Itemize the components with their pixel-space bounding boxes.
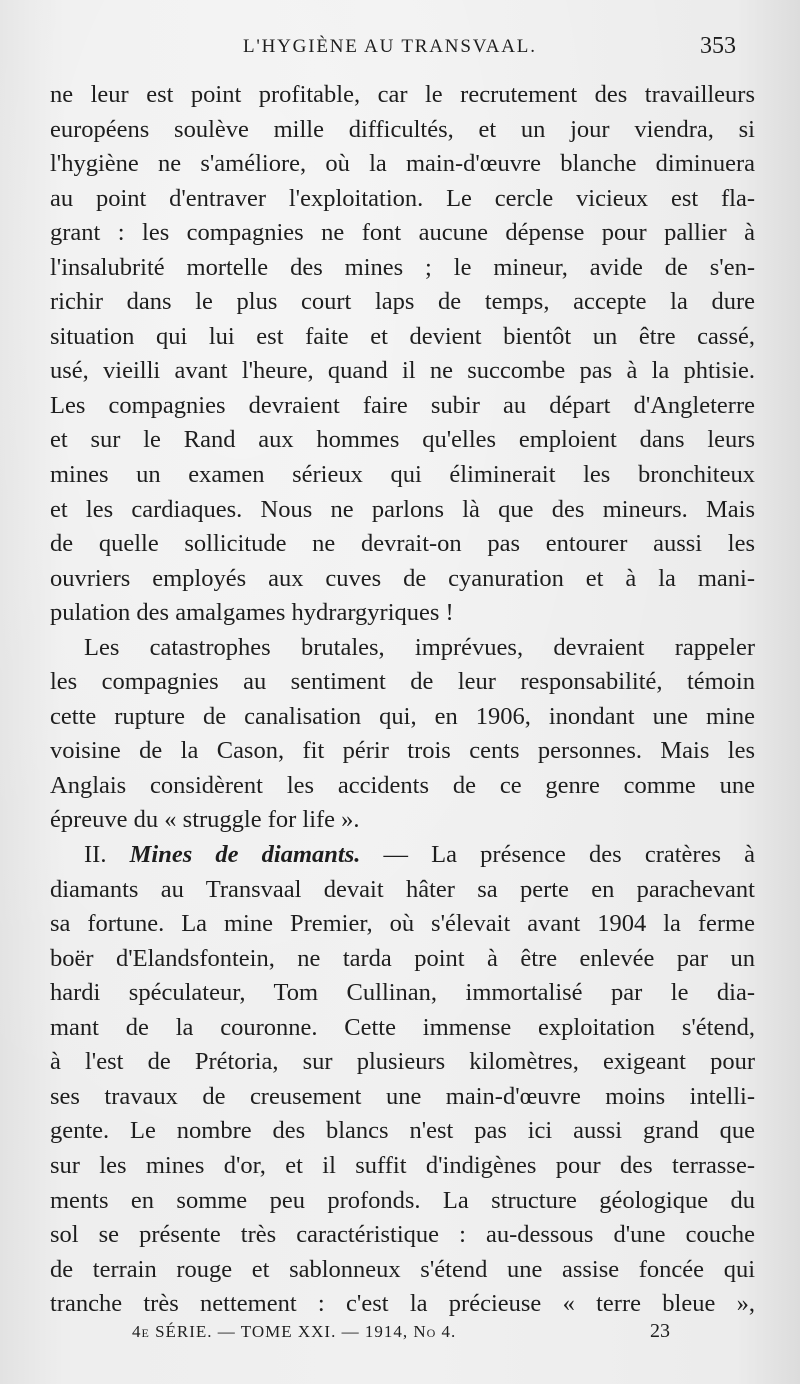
text-line: boër d'Elandsfontein, ne tarda point à être enlevée par un xyxy=(50,944,755,972)
text-line: l'insalubrité mortelle des mines ; le mineur, avide de s'en- xyxy=(50,253,755,281)
page-header xyxy=(0,33,800,66)
text-line: sa fortune. La mine Premier, où s'élevait avant 1904 la ferme xyxy=(50,910,755,938)
text-line: situation qui lui est faite et devient bientôt un être cassé, xyxy=(50,322,755,350)
page-number: 353 xyxy=(700,33,736,59)
text-line: les compagnies au sentiment de leur responsabilité, témoin xyxy=(50,668,755,696)
text-line: mines un examen sérieux qui éliminerait les bronchiteux xyxy=(50,461,755,489)
series-info: 4e SÉRIE. — TOME XXI. — 1914, No 4. xyxy=(132,1322,457,1341)
text-line: ments en somme peu profonds. La structure géologique du xyxy=(50,1186,755,1214)
page-footer xyxy=(0,1322,800,1352)
text-line: usé, vieilli avant l'heure, quand il ne succombe pas à la phtisie. xyxy=(50,357,755,385)
text-line: diamants au Transvaal devait hâter sa perte en parachevant xyxy=(50,875,755,903)
text-line: cette rupture de canalisation qui, en 1906, inondant une mine xyxy=(50,702,755,730)
body-text xyxy=(50,78,755,1322)
text-line: gente. Le nombre des blancs n'est pas ici aussi grand que xyxy=(50,1117,755,1145)
section-line-text: — La présence des cratères à xyxy=(383,841,756,869)
text-line: hardi spéculateur, Tom Cullinan, immortalisé par le dia- xyxy=(50,979,755,1007)
section-number: II. xyxy=(84,841,107,869)
text-line: de terrain rouge et sablonneux s'étend une assise foncée qui xyxy=(50,1255,755,1283)
text-line: épreuve du « struggle for life ». xyxy=(50,806,360,834)
text-line: sol se présente très caractéristique : au-dessous d'une couche xyxy=(50,1221,755,1249)
text-line: au point d'entraver l'exploitation. Le cercle vicieux est fla- xyxy=(50,184,755,212)
text-line: européens soulève mille difficultés, et un jour viendra, si xyxy=(50,115,755,143)
text-line: et les cardiaques. Nous ne parlons là que des mineurs. Mais xyxy=(50,495,755,523)
text-line: l'hygiène ne s'améliore, où la main-d'œuvre blanche diminuera xyxy=(50,150,755,178)
text-line: Anglais considèrent les accidents de ce genre comme une xyxy=(50,771,755,799)
text-line: tranche très nettement : c'est la précieuse « terre bleue », xyxy=(50,1290,755,1318)
text-line: ses travaux de creusement une main-d'œuvre moins intelli- xyxy=(50,1082,755,1110)
text-line: grant : les compagnies ne font aucune dépense pour pallier à xyxy=(50,219,755,247)
text-line: ne leur est point profitable, car le recrutement des travailleurs xyxy=(50,81,755,108)
section-title: Mines de diamants. xyxy=(129,841,361,869)
text-line: Les compagnies devraient faire subir au départ d'Angleterre xyxy=(50,391,755,419)
text-line: à l'est de Prétoria, sur plusieurs kilomètres, exigeant pour xyxy=(50,1048,755,1076)
text-line: voisine de la Cason, fit périr trois cents personnes. Mais les xyxy=(50,737,755,765)
text-line: et sur le Rand aux hommes qu'elles emploient dans leurs xyxy=(50,426,755,454)
text-line: Les catastrophes brutales, imprévues, devraient rappeler xyxy=(84,633,755,661)
signature-mark: 23 xyxy=(650,1320,670,1342)
text-line: pulation des amalgames hydrargyriques ! xyxy=(50,599,454,627)
text-line: ouvriers employés aux cuves de cyanuration et à la mani- xyxy=(50,564,755,592)
text-line: de quelle sollicitude ne devrait-on pas entourer aussi les xyxy=(50,530,755,558)
text-line: mant de la couronne. Cette immense exploitation s'étend, xyxy=(50,1013,755,1041)
text-line: richir dans le plus court laps de temps, accepte la dure xyxy=(50,288,755,316)
section-heading-line xyxy=(50,838,755,873)
text-line: sur les mines d'or, et il suffit d'indigènes pour des terrasse- xyxy=(50,1151,755,1179)
running-title: L'HYGIÈNE AU TRANSVAAL. xyxy=(243,36,537,57)
